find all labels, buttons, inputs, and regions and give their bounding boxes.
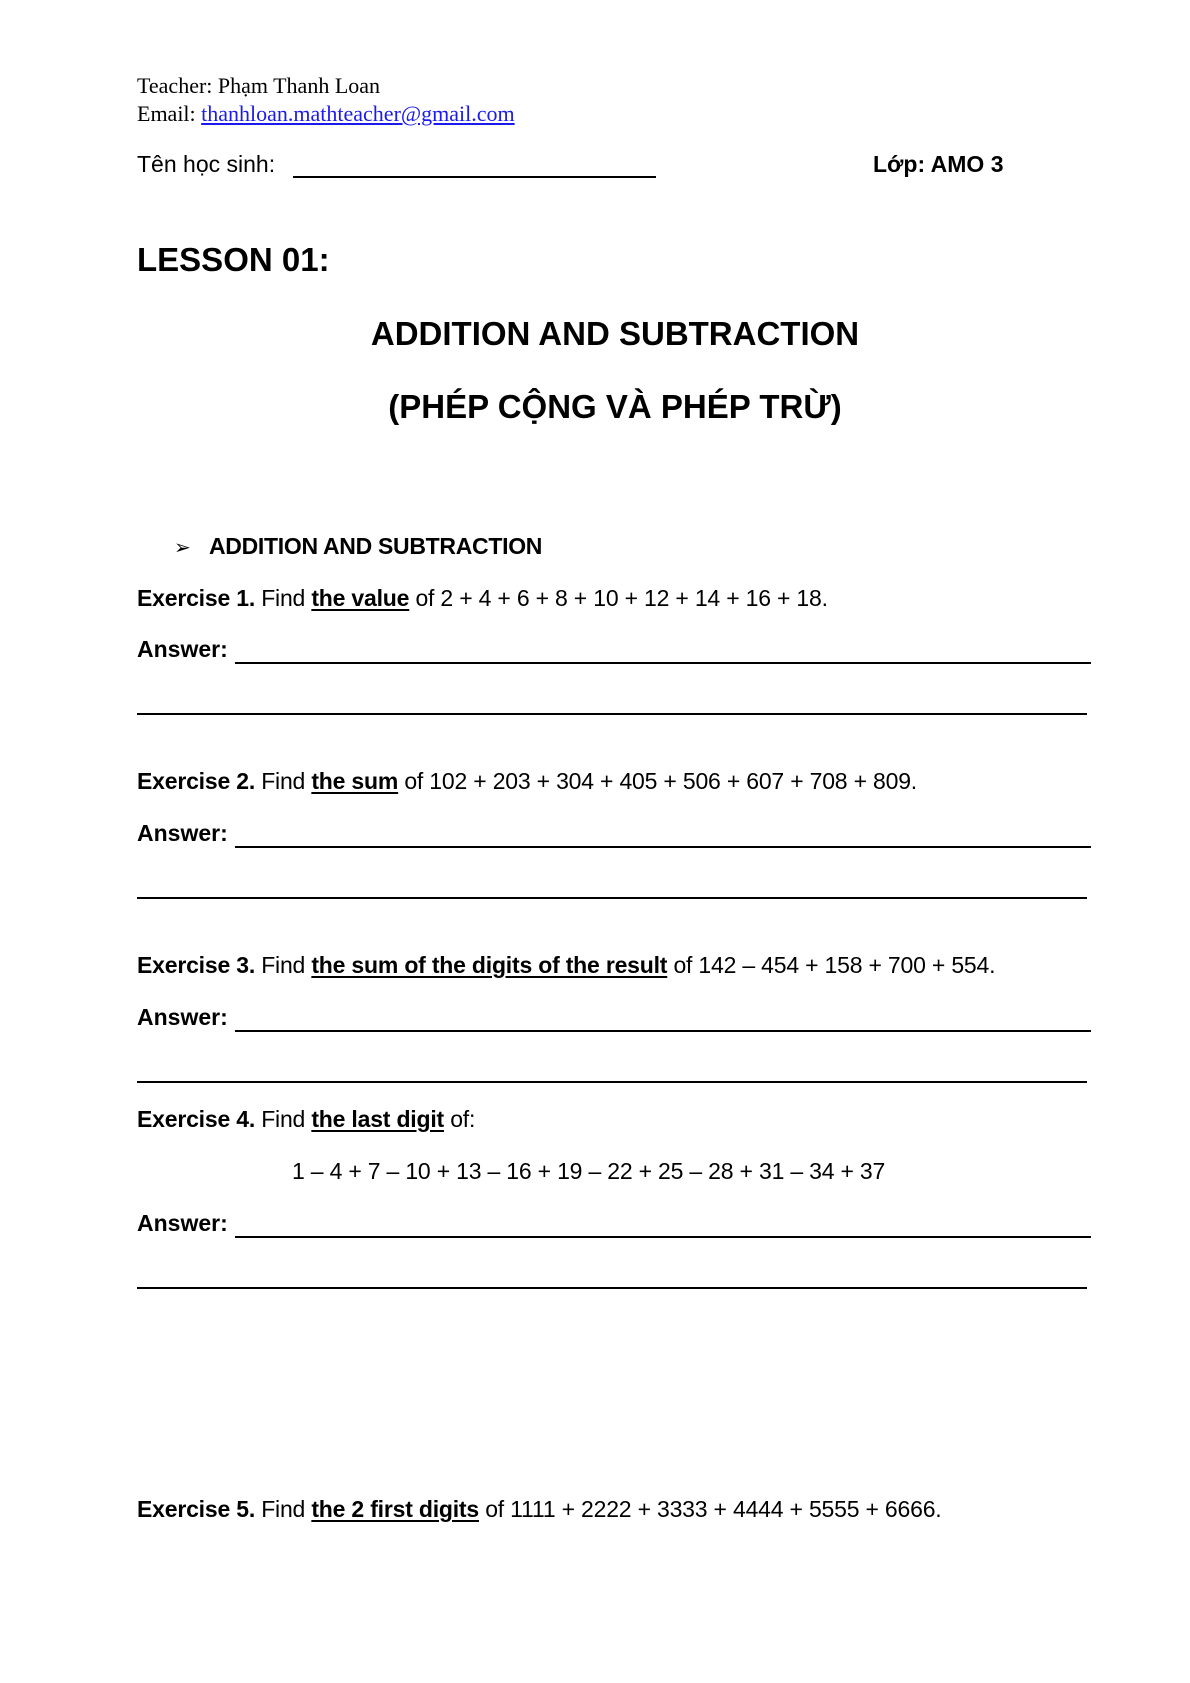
answer-line[interactable]	[137, 713, 1087, 715]
answer-label: Answer:	[137, 636, 228, 662]
exercise-4-expression: 1 – 4 + 7 – 10 + 13 – 16 + 19 – 22 + 25 – 28 + 31 – 34 + 37	[292, 1158, 886, 1184]
teacher-name: Phạm Thanh Loan	[217, 73, 381, 98]
class-label: Lớp: AMO 3	[873, 151, 1004, 177]
exercise-emphasis: the 2 first digits	[311, 1496, 479, 1522]
answer-line[interactable]	[137, 897, 1087, 899]
exercise-emphasis: the last digit	[311, 1106, 444, 1132]
answer-label: Answer:	[137, 820, 228, 846]
lesson-number: LESSON 01:	[137, 241, 330, 278]
exercise-emphasis: the sum	[311, 768, 399, 794]
answer-line[interactable]	[235, 1236, 1091, 1238]
exercise-label: Exercise 5.	[137, 1496, 256, 1522]
answer-line[interactable]	[235, 1030, 1091, 1032]
lesson-title: ADDITION AND SUBTRACTION	[370, 315, 860, 352]
answer-label: Answer:	[137, 1210, 228, 1236]
exercise-emphasis: the sum of the digits of the result	[311, 952, 668, 978]
exercise-2: Exercise 2. Find the sum of 102 + 203 + 304 + 405 + 506 + 607 + 708 + 809.	[137, 768, 917, 794]
email-link[interactable]: thanhloan.mathteacher@gmail.com	[201, 101, 515, 126]
answer-line[interactable]	[137, 1081, 1087, 1083]
exercise-label: Exercise 4.	[137, 1106, 256, 1132]
teacher-line	[137, 72, 380, 100]
answer-line[interactable]	[137, 1287, 1087, 1289]
exercise-4: Exercise 4. Find the last digit of:	[137, 1106, 476, 1132]
answer-line[interactable]	[235, 662, 1091, 664]
exercise-5: Exercise 5. Find the 2 first digits of 1111 + 2222 + 3333 + 4444 + 5555 + 6666.	[137, 1496, 942, 1522]
exercise-emphasis: the value	[311, 585, 410, 611]
answer-label: Answer:	[137, 1004, 228, 1030]
exercise-label: Exercise 2.	[137, 768, 256, 794]
exercise-1: Exercise 1. Find the value of 2 + 4 + 6 + 8 + 10 + 12 + 14 + 16 + 18.	[137, 585, 828, 611]
email-label: Email:	[137, 101, 196, 126]
answer-line[interactable]	[235, 846, 1091, 848]
lesson-subtitle: (PHÉP CỘNG VÀ PHÉP TRỪ)	[388, 388, 842, 425]
exercise-label: Exercise 1.	[137, 585, 256, 611]
exercise-3: Exercise 3. Find the sum of the digits of the result of 142 – 454 + 158 + 700 + 554.	[137, 952, 996, 978]
exercise-label: Exercise 3.	[137, 952, 256, 978]
section-heading: ADDITION AND SUBTRACTION	[209, 533, 543, 559]
teacher-label: Teacher:	[137, 73, 213, 98]
bullet-arrow-icon: ➢	[174, 537, 191, 559]
student-name-label: Tên học sinh:	[137, 151, 276, 177]
email-line	[137, 100, 515, 128]
student-name-blank[interactable]	[293, 176, 656, 178]
